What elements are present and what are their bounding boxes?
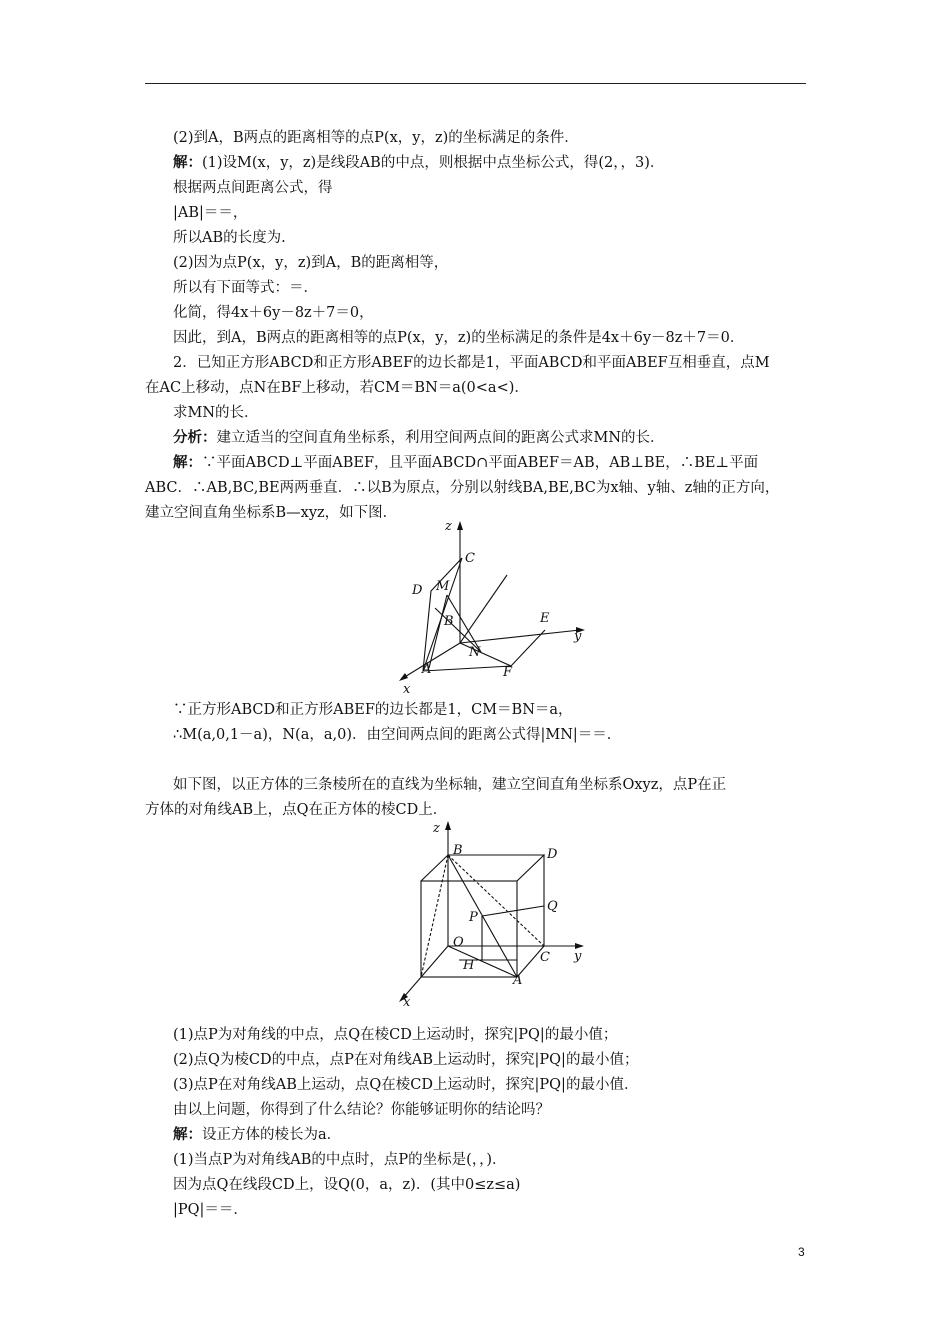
- fig1-label-B: B: [444, 614, 454, 629]
- text-line: (2)因为点P(x，y，z)到A，B的距离相等，: [173, 255, 449, 271]
- text-span: 设正方体的棱长为a．: [202, 1127, 342, 1143]
- text-line: 求MN的长．: [173, 405, 259, 421]
- fig2-label-O: O: [453, 935, 464, 950]
- segment-PQ: [482, 906, 544, 916]
- x-axis: [403, 946, 448, 998]
- fig1-label-F: F: [503, 665, 513, 680]
- text-span: 建立适当的空间直角坐标系，利用空间两点间的距离公式求MN的长．: [216, 430, 665, 446]
- fig1-label-N: N: [469, 645, 481, 660]
- cube-top-edges: [421, 855, 544, 881]
- text-line: [173, 153, 664, 173]
- text-line: 由以上问题，你得到了什么结论？你能够证明你的结论吗？: [173, 1102, 550, 1118]
- fig1-label-x: x: [403, 682, 411, 697]
- dashed-line: [421, 855, 448, 977]
- solution-label: 解：: [173, 454, 202, 471]
- text-line: 方体的对角线AB上，点Q在正方体的棱CD上．: [145, 802, 448, 818]
- text-line: 建立空间直角坐标系B—xyz，如下图．: [145, 505, 398, 521]
- solution-label: 解：: [173, 1126, 202, 1143]
- text-line: ∵正方形ABCD和正方形ABEF的边长都是1，CM＝BN＝a，: [173, 702, 573, 718]
- fig1-label-z: z: [445, 519, 452, 534]
- text-line: 因此，到A，B两点的距离相等的点P(x，y，z)的坐标满足的条件是4x＋6y－8z＋7＝0．: [173, 330, 745, 346]
- text-line: (1)当点P为对角线AB的中点时，点P的坐标是(，，)．: [173, 1152, 507, 1168]
- fig2-label-P: P: [469, 910, 478, 925]
- extension-line: [460, 575, 507, 643]
- text-line: 化简，得4x＋6y－8z＋7＝0，: [173, 305, 374, 321]
- text-span: (1)设M(x，y，z)是线段AB的中点，则根据中点坐标公式，得(2，，3)．: [202, 155, 665, 171]
- text-line: |PQ|＝＝．: [173, 1202, 248, 1218]
- text-line: ∴M(a,0,1－a)，N(a，a,0)．由空间两点间的距离公式得|MN|＝＝．: [173, 727, 622, 743]
- x-axis: [403, 643, 460, 678]
- text-line: (2)到A，B两点的距离相等的点P(x，y，z)的坐标满足的条件．: [173, 130, 579, 146]
- fig1-label-C: C: [465, 551, 475, 566]
- text-line: (1)点P为对角线的中点，点Q在棱CD上运动时，探究|PQ|的最小值；: [173, 1027, 618, 1043]
- text-line: 所以有下面等式：＝．: [173, 280, 318, 296]
- fig2-label-B: B: [453, 843, 463, 858]
- text-line: [173, 428, 665, 448]
- fig2-label-C: C: [540, 950, 550, 965]
- y-axis: [460, 630, 580, 643]
- fig2-label-H: H: [463, 958, 475, 973]
- fig1-label-E: E: [540, 611, 550, 626]
- z-arrow: [445, 821, 451, 830]
- analysis-label: 分析：: [173, 429, 217, 446]
- text-line: 在AC上移动，点N在BF上移动，若CM＝BN＝a(0<a<)．: [145, 380, 529, 396]
- text-line: 2．已知正方形ABCD和正方形ABEF的边长都是1，平面ABCD和平面ABEF互相垂直，点M: [173, 355, 770, 371]
- z-arrow: [457, 521, 463, 530]
- fig2-label-z: z: [433, 821, 440, 836]
- text-line: [173, 453, 758, 473]
- fig1-label-M: M: [436, 579, 450, 594]
- fig1-label-A: A: [422, 662, 432, 677]
- figure-cube: [395, 818, 595, 1008]
- fig1-label-D: D: [412, 583, 423, 598]
- text-line: (3)点P在对角线AB上运动，点Q在棱CD上运动时，探究|PQ|的最小值．: [173, 1077, 639, 1093]
- fig1-label-y: y: [574, 629, 582, 644]
- text-span: ∵平面ABCD⊥平面ABEF，且平面ABCD∩平面ABEF＝AB，AB⊥BE，∴BE⊥平面: [202, 455, 759, 471]
- x-arrow: [399, 673, 408, 681]
- solution-label: 解：: [173, 154, 202, 171]
- fig2-label-y: y: [574, 949, 582, 964]
- diagonal-BF: [460, 643, 511, 666]
- text-line: (2)点Q为棱CD的中点，点P在对角线AB上运动时，探究|PQ|的最小值；: [173, 1052, 639, 1068]
- text-line: 如下图，以正方体的三条棱所在的直线为坐标轴，建立空间直角坐标系Oxyz，点P在正: [173, 777, 727, 793]
- header-rule: [145, 83, 806, 84]
- fig2-label-Q: Q: [547, 899, 558, 914]
- text-line: 因为点Q在线段CD上，设Q(0，a，z)．(其中0≤z≤a): [173, 1177, 521, 1193]
- text-line: 根据两点间距离公式，得: [173, 180, 333, 196]
- fig2-label-A: A: [513, 973, 523, 988]
- text-line: [173, 1125, 341, 1145]
- fig2-label-x: x: [403, 995, 411, 1008]
- text-line: |AB|＝＝，: [173, 205, 248, 221]
- text-line: 所以AB的长度为.: [173, 230, 286, 246]
- fig2-label-D: D: [547, 847, 558, 862]
- text-line: ABC．∴AB,BC,BE两两垂直．∴以B为原点，分别以射线BA,BE,BC为x轴、y轴、z轴的正方向，: [145, 480, 780, 496]
- figure-square-planes: [395, 518, 595, 698]
- page-number: 3: [798, 1245, 805, 1259]
